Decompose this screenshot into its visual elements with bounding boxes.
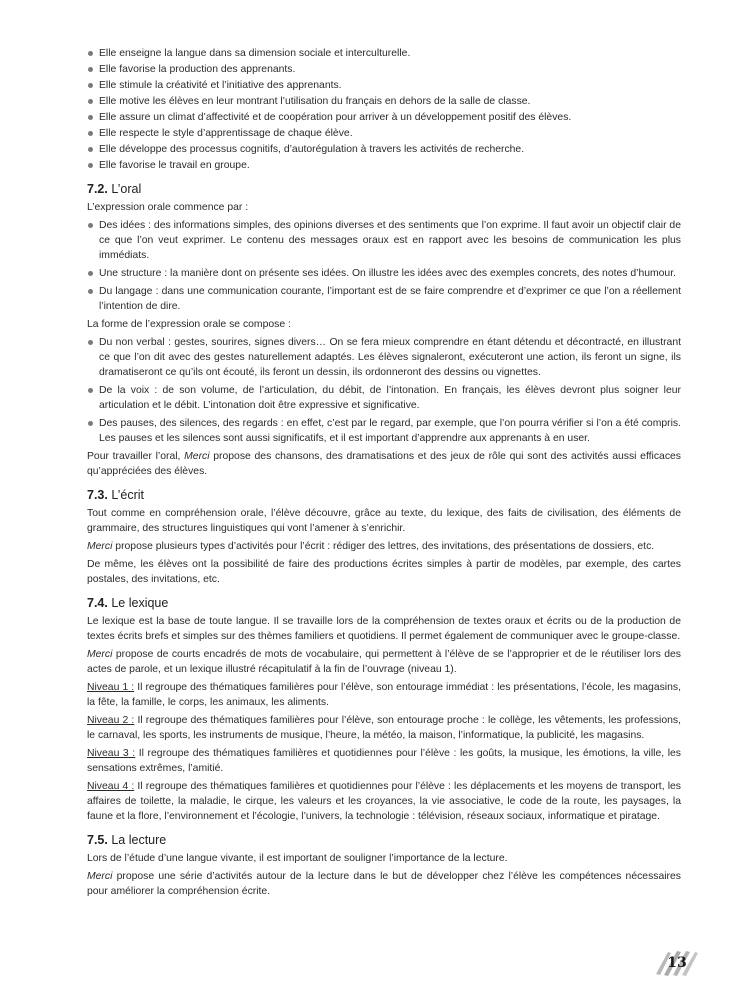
list-item: Elle enseigne la langue dans sa dimension sociale et interculturelle. <box>87 46 681 61</box>
list-item: Du langage : dans une communication courante, l’important est de se faire comprendre et d’exprimer ce que l’on a réellement l’intention de dire. <box>87 284 681 314</box>
section-title: La lecture <box>111 833 167 847</box>
list-item: Elle stimule la créativité et l’initiative des apprenants. <box>87 78 681 93</box>
book-title: Merci <box>87 649 113 660</box>
page-number-badge <box>652 946 702 980</box>
paragraph <box>87 647 681 677</box>
section-heading-ecrit <box>87 487 681 503</box>
intro-bullet-list <box>87 46 681 173</box>
text-run: Pour travailler l’oral, <box>87 451 185 462</box>
section-number: 7.5. <box>87 833 108 847</box>
level-label: Niveau 4 : <box>87 781 135 792</box>
paragraph: Lors de l’étude d’une langue vivante, il est important de souligner l’importance de la lecture. <box>87 853 508 864</box>
paragraph <box>87 449 681 479</box>
section-ecrit <box>87 487 681 587</box>
section-number: 7.4. <box>87 596 108 610</box>
list-item: Elle motive les élèves en leur montrant l’utilisation du français en dehors de la salle de classe. <box>87 94 681 109</box>
paragraph: De même, les élèves ont la possibilité de faire des productions écrites simples à partir de modèles, par exemple, des cartes postales, des invitations, etc. <box>87 559 681 585</box>
level-paragraph <box>87 713 681 743</box>
text-run: propose de courts encadrés de mots de vocabulaire, qui permettent à l’élève de se l’approprier et de le réutiliser lors des actes de parole, et un lexique illustré récapitulatif à la fin de l’ouvrage (niveau 1). <box>87 649 681 675</box>
section-heading-oral <box>87 181 681 197</box>
section-title: L’écrit <box>111 488 144 502</box>
section-heading-lecture <box>87 832 681 848</box>
text-run: Il regroupe des thématiques familières et quotidiennes pour l’élève : les goûts, la musique, les émotions, la ville, les sensations extrêmes, l’amitié. <box>87 748 681 774</box>
book-title: Merci <box>184 451 210 462</box>
text-run: Il regroupe des thématiques familières et quotidiennes pour l’élève : les déplacements et les moyens de transport, les affaires de toilette, la maladie, le cirque, les valeurs et les croyances, la vie associative, le code de la route, les paysages, la faune et la flore, l’environnement et l’écologie, l’univers, la technologie : télévision, réseaux sociaux, informatique et piratage. <box>87 781 681 822</box>
text-run: propose plusieurs types d’activités pour l’écrit : rédiger des lettres, des invitations, des présentations de dossiers, etc. <box>112 541 655 552</box>
list-item: Du non verbal : gestes, sourires, signes divers… On se fera mieux comprendre en étant détendu et décontracté, en illustrant ce que l’on dit avec des gestes naturellement adaptés. Les élèves signaleront, exécuteront une action, ils feront un signe, ils dramatiseront ce qu’ils ont écouté, ils feront un dessin, ils ordonneront des dessins ou vignettes. <box>87 335 681 380</box>
level-label: Niveau 1 : <box>87 682 135 693</box>
text-run: Il regroupe des thématiques familières pour l’élève, son entourage immédiat : les présentations, l’école, les magasins, la fête, la famille, le corps, les animaux, les aliments. <box>87 682 681 708</box>
list-item: Des pauses, des silences, des regards : en effet, c’est par le regard, par exemple, que l’on pourra vérifier si l’on a été compris. Les pauses et les silences sont aussi significatifs, et il est important d’apprendre aux apprenants à en user. <box>87 416 681 446</box>
level-paragraph <box>87 680 681 710</box>
page-number: 13 <box>667 955 687 971</box>
list-item: De la voix : de son volume, de l’articulation, du débit, de l’intonation. En français, les élèves devront plus soigner leur articulation et le débit. L’intonation doit être expressive et significative. <box>87 383 681 413</box>
section-title: Le lexique <box>111 596 169 610</box>
text-run: propose une série d’activités autour de la lecture dans le but de développer chez l’élève les compétences nécessaires pour améliorer la compréhension écrite. <box>87 871 681 897</box>
bullet-list <box>87 335 681 446</box>
section-number: 7.3. <box>87 488 108 502</box>
level-label: Niveau 3 : <box>87 748 136 759</box>
paragraph: Le lexique est la base de toute langue. Il se travaille lors de la compréhension de textes oraux et écrits ou de la production de textes écrits brefs et simples sur des thèmes familiers et quotidiens. Il permet également de communiquer avec le groupe-classe. <box>87 616 681 642</box>
paragraph <box>87 869 681 899</box>
section-oral <box>87 181 681 479</box>
section-lecture <box>87 832 681 899</box>
list-item: Elle favorise le travail en groupe. <box>87 158 681 173</box>
section-heading-lexique <box>87 595 681 611</box>
text-run: Il regroupe des thématiques familières pour l’élève, son entourage proche : le collège, les vêtements, les professions, le carnaval, les sports, les instruments de musique, l’heure, la météo, la maison, l’informatique, la publicité, les magasins. <box>87 715 681 741</box>
level-paragraph <box>87 746 681 776</box>
list-item: Elle respecte le style d’apprentissage de chaque élève. <box>87 126 681 141</box>
list-item: Des idées : des informations simples, des opinions diverses et des sentiments que l’on exprime. Il faut avoir un objectif clair de ce que l’on veut exprimer. Le contenu des messages oraux est en rapport avec les besoins de communication les plus immédiats. <box>87 218 681 263</box>
level-paragraph <box>87 779 681 824</box>
list-item: Elle développe des processus cognitifs, d’autorégulation à travers les activités de recherche. <box>87 142 681 157</box>
paragraph: La forme de l’expression orale se compose : <box>87 319 291 330</box>
book-title: Merci <box>87 871 113 882</box>
paragraph <box>87 539 681 554</box>
text-run: propose des chansons, des dramatisations et des jeux de rôle qui sont des activités aussi efficaces qu’appréciées des élèves. <box>87 451 681 477</box>
paragraph: Tout comme en compréhension orale, l’élève découvre, grâce au texte, du lexique, des faits de civilisation, des éléments de grammaire, des structures linguistiques qui vont l’amener à s’enrichir. <box>87 508 681 534</box>
section-number: 7.2. <box>87 182 108 196</box>
list-item: Une structure : la manière dont on présente ses idées. On illustre les idées avec des exemples concrets, des notes d’humour. <box>87 266 681 281</box>
level-label: Niveau 2 : <box>87 715 135 726</box>
document-page <box>87 46 681 902</box>
section-lexique <box>87 595 681 824</box>
book-title: Merci <box>87 541 113 552</box>
list-item: Elle favorise la production des apprenants. <box>87 62 681 77</box>
list-item: Elle assure un climat d’affectivité et de coopération pour arriver à un développement positif des élèves. <box>87 110 681 125</box>
paragraph: L’expression orale commence par : <box>87 202 249 213</box>
bullet-list <box>87 218 681 314</box>
section-title: L’oral <box>111 182 142 196</box>
